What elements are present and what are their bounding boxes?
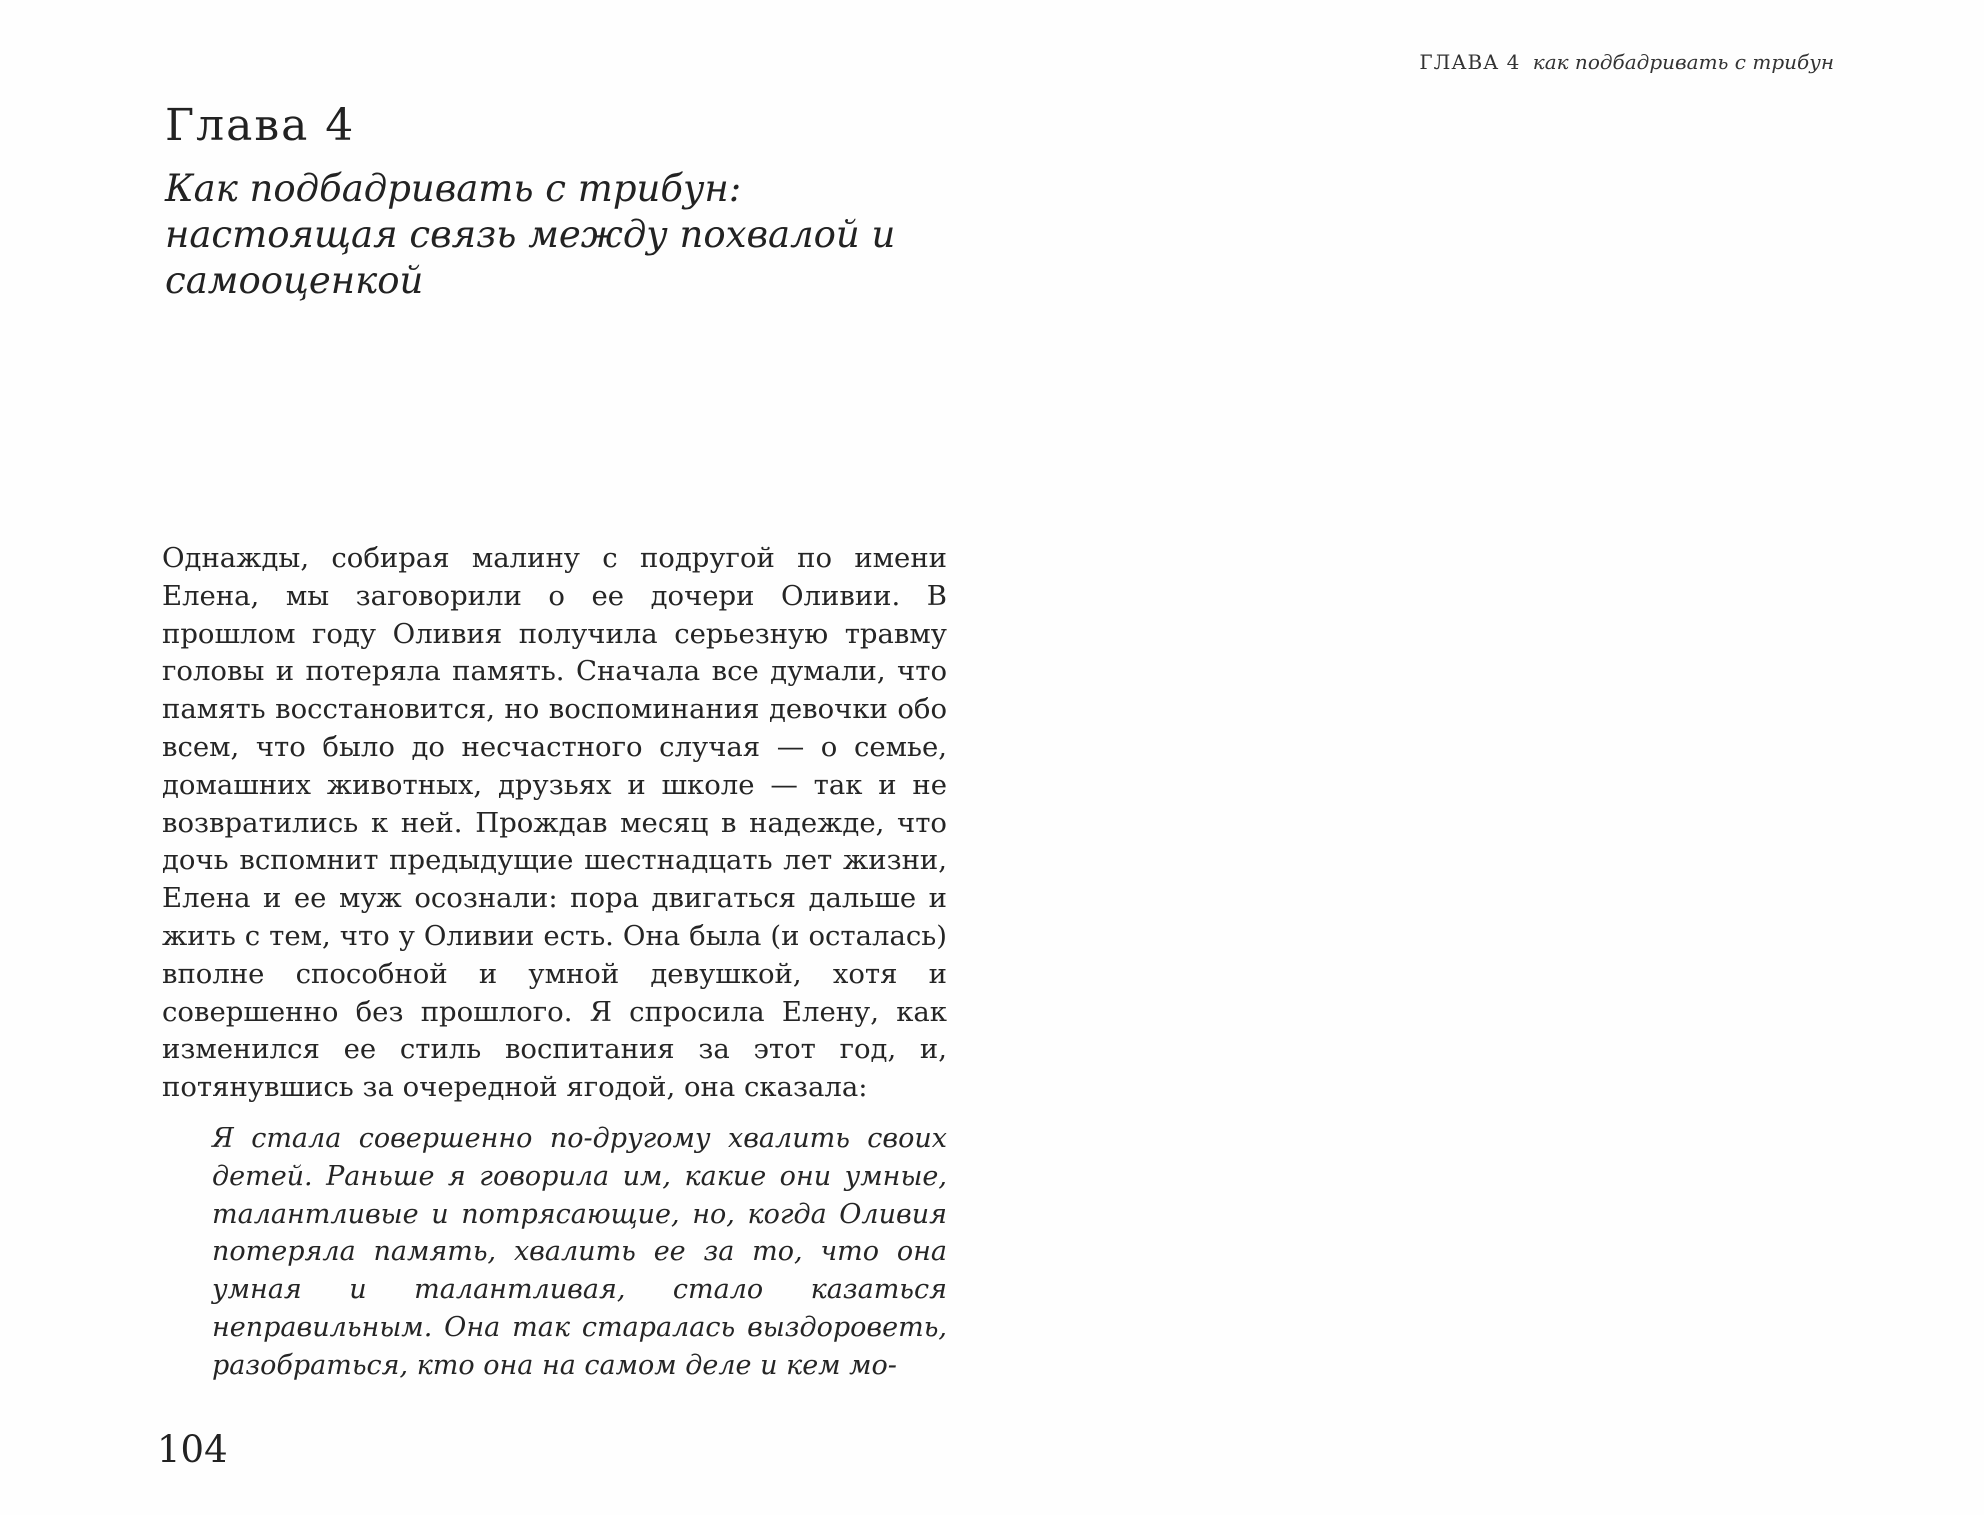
body-paragraph: Однажды, собирая малину с подругой по имени Елена, мы заговорили о ее дочери Оливии. В прошлом году Оливия получила серьезную травму головы и потеряла память. Сначала все думали, что память восстановится, но воспоминания девочки обо всем, что было до несчастного случая — о семье, домашних животных, друзьях и школе — так и не возвратились к ней. Прождав месяц в надежде, что дочь вспомнит предыдущие шестнадцать лет жизни, Елена и ее муж осознали: пора двигаться дальше и жить с тем, что у Оливии есть. Она была (и осталась) вполне способной и умной девушкой, хотя и совершенно без прошлого. Я спросила Елену, как изменился ее стиль воспитания за этот год, и, потянувшись за очередной ягодой, она сказала:	[162, 542, 947, 1104]
chapter-title: Как подбадривать с трибун: настоящая связь между похвалой и самооценкой	[165, 167, 896, 302]
quote-block: Я стала совершенно по-другому хвалить своих детей. Раньше я говорила им, какие они умные, талантливые и потрясающие, но, когда Оливия потеряла память, хвалить ее за то, что она умная и талантливая, стало казаться неправильным. Она так старалась выздороветь, разобраться, кто она на самом деле и кем мо-	[212, 1123, 947, 1381]
right-page	[992, 0, 1984, 1515]
running-head-title: как подбадривать с трибун	[1532, 50, 1834, 74]
running-head	[1419, 50, 1834, 74]
page-number: 104	[157, 1428, 228, 1471]
running-head-chapter: ГЛАВА 4	[1419, 50, 1521, 74]
chapter-number: Глава 4	[165, 100, 356, 151]
